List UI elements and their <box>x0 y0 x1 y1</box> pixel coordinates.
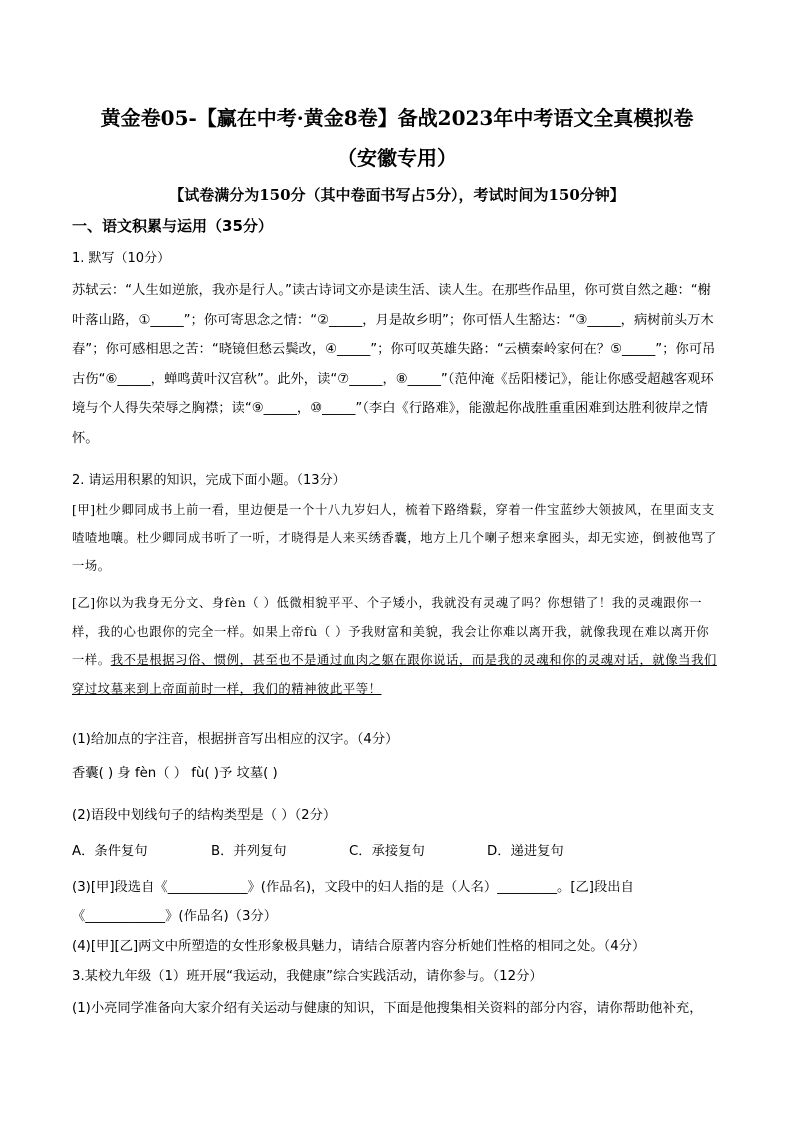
question-3-heading: 3.某校九年级（1）班开展“我运动，我健康”综合实践活动，请你参与。（12分） <box>72 969 543 984</box>
passage-jia: [甲]杜少卿同成书上前一看，里边便是一个十八九岁妇人，梳着下路绺鬏，穿着一件宝蓝纱大领披风，在里面支支喳喳地嚷。杜少卿同成书听了一听，才晓得是人来买绣香囊，地方上几个喇子想来拿囮头，却无实迹，倒被他骂了一场。 <box>72 503 717 573</box>
subquestion-2: (2)语段中划线句子的结构类型是（ ）（2分） <box>72 808 337 823</box>
page-title: 黄金卷05-【赢在中考·黄金8卷】备战2023年中考语文全真模拟卷 <box>100 106 694 130</box>
passage-yi-text: [乙]你以为我身无分文、身fèn（ ）低微相貌平平、个子矮小，我就没有灵魂了吗？你想错了！我的灵魂跟你一样，我的心也跟你的完全一样。如果上帝fù（ ）予我财富和美貌，我会让你难以离开我，就像我现在难以离开你一样。 <box>72 596 710 667</box>
option-d: D．递进复句 <box>487 844 564 859</box>
question-3-subquestion-1: (1)小亮同学准备向大家介绍有关运动与健康的知识，下面是他搜集相关资料的部分内容，请你帮助他补充， <box>72 1001 703 1016</box>
subquestion-3-line1: (3)[甲]段选自《____________》(作品名)，文段中的妇人指的是（人名）_________。[乙]段出自 <box>72 880 634 895</box>
question-2-heading: 2. 请运用积累的知识，完成下面小题。（13分） <box>72 473 346 488</box>
exam-info: 【试卷满分为150分（其中卷面书写占5分），考试时间为150分钟】 <box>169 186 625 204</box>
passage-yi-underlined-sentence: 我不是根据习俗、惯例，甚至也不是通过血肉之躯在跟你说话，而是我的灵魂和你的灵魂对话，就像当我们穿过坟墓来到上帝面前时一样，我们的精神彼此平等！ <box>72 653 717 696</box>
option-b: B．并列复句 <box>211 844 287 859</box>
subquestion-3-line2: 《____________》(作品名)（3分） <box>72 909 277 924</box>
section-heading: 一、语文积累与运用（35分） <box>72 217 273 235</box>
subquestion-1: (1)给加点的字注音，根据拼音写出相应的汉字。（4分） <box>72 732 399 747</box>
subquestion-3 <box>72 873 722 931</box>
passage-yi <box>72 589 722 703</box>
page-subtitle: （安徽专用） <box>337 146 457 170</box>
question-1-heading: 1. 默写（10分） <box>72 251 171 266</box>
option-c: C．承接复句 <box>349 844 425 859</box>
subquestion-1-items: 香囊( ) 身 fèn（ ） fù( )予 坟墓( ) <box>72 766 278 781</box>
subquestion-4: (4)[甲][乙]两文中所塑造的女性形象极具魅力，请结合原著内容分析她们性格的相同之处。（4分） <box>72 939 646 954</box>
option-a: A．条件复句 <box>72 844 148 859</box>
question-1-paragraph: 苏轼云：“人生如逆旅，我亦是行人。”读古诗词文亦是读生活、读人生。在那些作品里，你可赏自然之趣：“榭叶落山路，①_____”；你可寄思念之情：“②_____，月是故乡明”；你可悟人生豁达：“③_____，病树前头万木春”；你可感相思之苦：“晓镜但愁云鬓改，④_____”；你可叹英雄失路：“云横秦岭家何在？⑤_____”；你可吊古伤“⑥_____，蝉鸣黄叶汉宫秋”。此外，读“⑦_____，⑧_____”（范仲淹《岳阳楼记》，能让你感受超越客观环境与个人得失荣辱之胸襟；读“⑨_____，⑩_____”（李白《行路难》，能激起你战胜重重困难到达胜利彼岸之情怀。 <box>72 283 716 446</box>
